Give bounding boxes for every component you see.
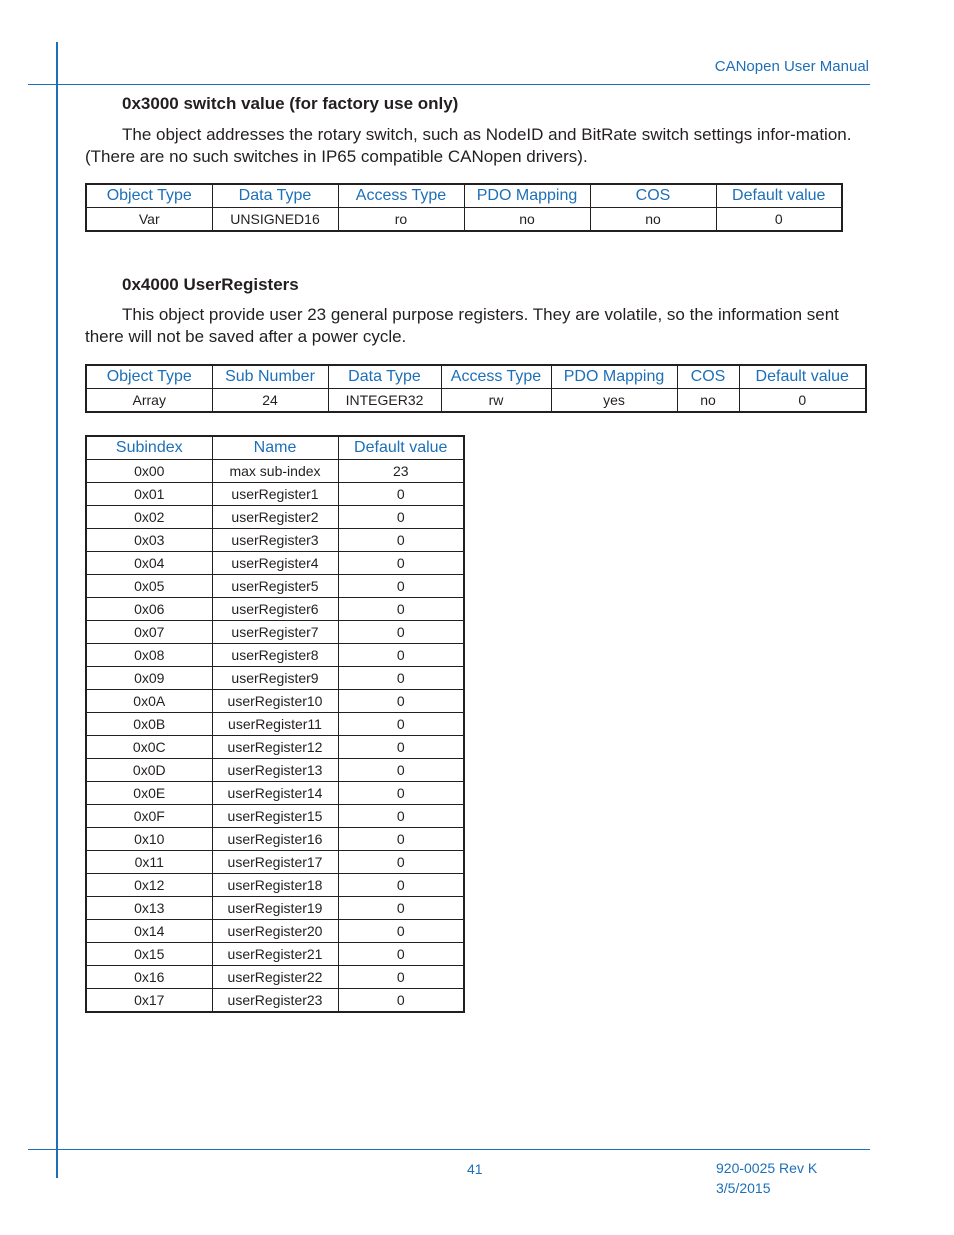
table-cell: userRegister22 — [212, 966, 338, 989]
table-cell: 0x13 — [86, 897, 212, 920]
table-cell: ro — [338, 208, 464, 232]
table-cell: max sub-index — [212, 460, 338, 483]
table-cell: yes — [551, 389, 677, 413]
table-row — [86, 759, 464, 782]
table-cell: 0x0A — [86, 690, 212, 713]
table-cell: userRegister12 — [212, 736, 338, 759]
table-cell: userRegister10 — [212, 690, 338, 713]
table-cell: 0 — [338, 621, 464, 644]
table-cell: 0x05 — [86, 575, 212, 598]
table-row — [86, 506, 464, 529]
page-number: 41 — [467, 1161, 483, 1177]
table-cell: no — [464, 208, 590, 232]
object-table-0x4000 — [85, 364, 867, 413]
table-cell: 0 — [338, 644, 464, 667]
table-row — [86, 828, 464, 851]
column-header: Data Type — [212, 184, 338, 208]
table-row — [86, 782, 464, 805]
table-cell: no — [677, 389, 739, 413]
table-row — [86, 874, 464, 897]
table-cell: 0 — [338, 805, 464, 828]
table-row — [86, 736, 464, 759]
table-cell: 0x06 — [86, 598, 212, 621]
column-header: Subindex — [86, 436, 212, 460]
column-header: Sub Number — [212, 365, 328, 389]
table-row — [86, 989, 464, 1013]
table-row — [86, 966, 464, 989]
table-cell: no — [590, 208, 716, 232]
table-cell: Var — [86, 208, 212, 232]
table-cell: userRegister2 — [212, 506, 338, 529]
table-cell: 0x17 — [86, 989, 212, 1013]
table-row — [86, 389, 866, 413]
table-cell: 0x10 — [86, 828, 212, 851]
footer-rule — [28, 1149, 870, 1150]
table-row — [86, 208, 842, 232]
left-margin-rule — [56, 42, 58, 1178]
header-rule — [28, 84, 870, 85]
column-header: Object Type — [86, 184, 212, 208]
table-cell: 0x00 — [86, 460, 212, 483]
table-header-row — [86, 436, 464, 460]
table-cell: 0x01 — [86, 483, 212, 506]
table-cell: rw — [441, 389, 551, 413]
table-cell: 0x09 — [86, 667, 212, 690]
table-cell: userRegister20 — [212, 920, 338, 943]
table-cell: Array — [86, 389, 212, 413]
table-row — [86, 529, 464, 552]
table-row — [86, 920, 464, 943]
table-cell: userRegister18 — [212, 874, 338, 897]
table-cell: userRegister14 — [212, 782, 338, 805]
table-cell: 0 — [338, 506, 464, 529]
column-header: COS — [677, 365, 739, 389]
table-cell: 0x0F — [86, 805, 212, 828]
table-cell: 0x02 — [86, 506, 212, 529]
table-cell: 0 — [338, 759, 464, 782]
table-cell: userRegister15 — [212, 805, 338, 828]
table-cell: 0 — [338, 966, 464, 989]
table-cell: 0 — [338, 828, 464, 851]
column-header: Access Type — [441, 365, 551, 389]
table-cell: userRegister1 — [212, 483, 338, 506]
table-header-row — [86, 184, 842, 208]
table-cell: userRegister3 — [212, 529, 338, 552]
table-cell: userRegister8 — [212, 644, 338, 667]
table-row — [86, 644, 464, 667]
table-row — [86, 552, 464, 575]
table-cell: 0 — [338, 667, 464, 690]
section-heading-0x4000: 0x4000 UserRegisters — [122, 275, 299, 294]
table-cell: 0 — [338, 483, 464, 506]
table-cell: 0 — [338, 851, 464, 874]
table-cell: 0x12 — [86, 874, 212, 897]
table-header-row — [86, 365, 866, 389]
revision-date: 3/5/2015 — [716, 1180, 771, 1196]
section-paragraph-0x3000: The object addresses the rotary switch, such as NodeID and BitRate switch settings infor-mation. (There are no such switches in IP65 compatible CANopen drivers). — [85, 125, 852, 166]
table-row — [86, 460, 464, 483]
table-cell: userRegister17 — [212, 851, 338, 874]
table-cell: userRegister6 — [212, 598, 338, 621]
table-cell: 0x0C — [86, 736, 212, 759]
table-cell: 23 — [338, 460, 464, 483]
table-cell: 0 — [338, 575, 464, 598]
table-cell: 0 — [338, 736, 464, 759]
table-cell: 0 — [338, 552, 464, 575]
table-row — [86, 598, 464, 621]
table-cell: 0x07 — [86, 621, 212, 644]
subindex-table — [85, 435, 465, 1013]
table-cell: userRegister13 — [212, 759, 338, 782]
table-cell: userRegister5 — [212, 575, 338, 598]
table-cell: 0x03 — [86, 529, 212, 552]
table-cell: userRegister7 — [212, 621, 338, 644]
table-cell: 0x0B — [86, 713, 212, 736]
table-cell: UNSIGNED16 — [212, 208, 338, 232]
table-cell: 0 — [338, 529, 464, 552]
section-paragraph-0x4000: This object provide user 23 general purpose registers. They are volatile, so the information sent there will not be saved after a power cycle. — [85, 305, 839, 346]
table-row — [86, 897, 464, 920]
table-cell: 0x0E — [86, 782, 212, 805]
table-row — [86, 805, 464, 828]
table-cell: 0 — [716, 208, 842, 232]
column-header: PDO Mapping — [551, 365, 677, 389]
column-header: Default value — [716, 184, 842, 208]
column-header: Default value — [739, 365, 866, 389]
table-row — [86, 621, 464, 644]
column-header: Default value — [338, 436, 464, 460]
table-cell: 0 — [338, 598, 464, 621]
revision-label: 920-0025 Rev K — [716, 1160, 818, 1176]
table-cell: 0x11 — [86, 851, 212, 874]
table-cell: userRegister16 — [212, 828, 338, 851]
section-heading-0x3000: 0x3000 switch value (for factory use only) — [122, 94, 459, 113]
table-cell: 0x15 — [86, 943, 212, 966]
table-cell: userRegister21 — [212, 943, 338, 966]
table-cell: 0 — [338, 782, 464, 805]
table-cell: 0x08 — [86, 644, 212, 667]
table-cell: 0 — [338, 690, 464, 713]
table-cell: userRegister11 — [212, 713, 338, 736]
footer-revision-block — [716, 1158, 817, 1198]
column-header: Object Type — [86, 365, 212, 389]
table-cell: 0 — [338, 897, 464, 920]
column-header: Access Type — [338, 184, 464, 208]
column-header: COS — [590, 184, 716, 208]
table-cell: userRegister23 — [212, 989, 338, 1013]
table-cell: userRegister4 — [212, 552, 338, 575]
table-cell: userRegister19 — [212, 897, 338, 920]
table-cell: 0x04 — [86, 552, 212, 575]
column-header: Data Type — [328, 365, 441, 389]
column-header: Name — [212, 436, 338, 460]
table-row — [86, 851, 464, 874]
table-row — [86, 667, 464, 690]
table-cell: 0 — [338, 713, 464, 736]
table-row — [86, 690, 464, 713]
table-row — [86, 483, 464, 506]
table-cell: INTEGER32 — [328, 389, 441, 413]
object-table-0x3000 — [85, 183, 843, 232]
table-cell: 0 — [338, 874, 464, 897]
table-cell: 0x16 — [86, 966, 212, 989]
table-cell: 0x0D — [86, 759, 212, 782]
table-cell: 24 — [212, 389, 328, 413]
column-header: PDO Mapping — [464, 184, 590, 208]
header-title: CANopen User Manual — [714, 58, 869, 75]
table-cell: 0 — [338, 920, 464, 943]
table-row — [86, 943, 464, 966]
table-row — [86, 575, 464, 598]
table-cell: 0 — [739, 389, 866, 413]
table-cell: 0x14 — [86, 920, 212, 943]
table-cell: 0 — [338, 989, 464, 1013]
table-row — [86, 713, 464, 736]
table-cell: 0 — [338, 943, 464, 966]
table-cell: userRegister9 — [212, 667, 338, 690]
